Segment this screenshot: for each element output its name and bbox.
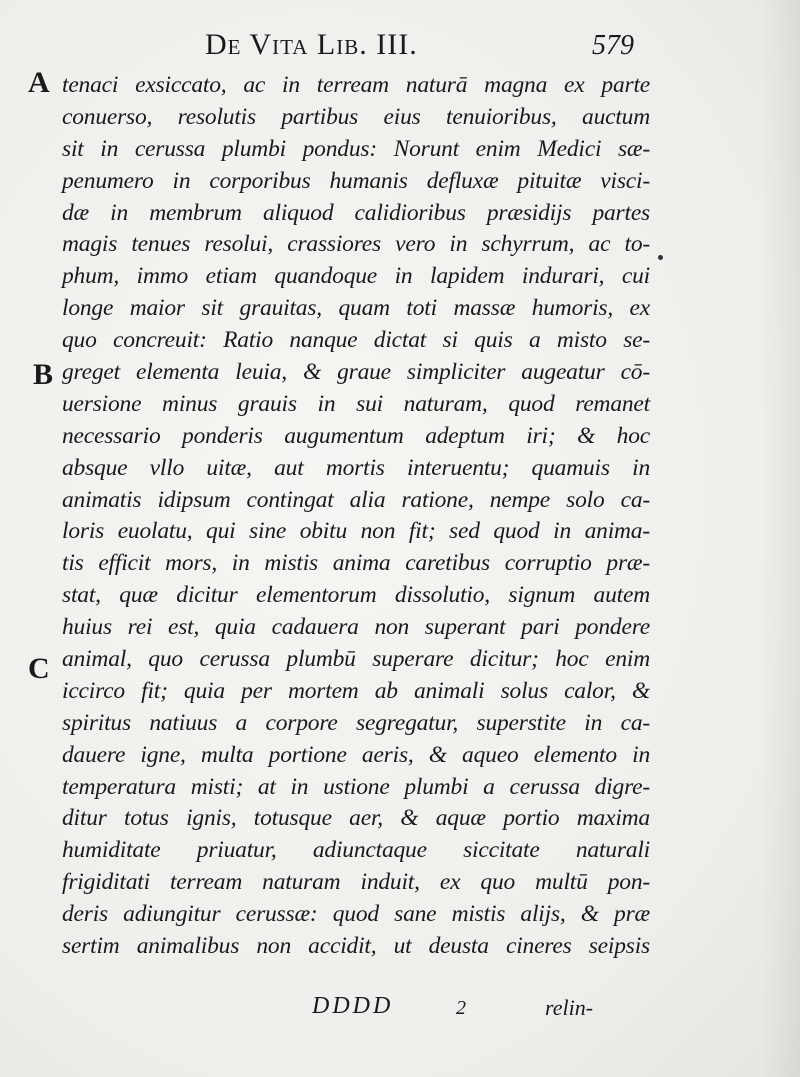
text-line: temperatura misti; at in ustione plumbi a cerussa digre- (62, 773, 650, 800)
page-edge-shadow (760, 0, 800, 1077)
text-line: animatis idipsum contingat alia ratione, nempe solo ca- (62, 486, 650, 513)
text-line: necessario ponderis augumentum adeptum iri; & hoc (62, 422, 650, 449)
text-line: phum, immo etiam quandoque in lapidem indurari, cui (62, 263, 650, 290)
text-line: quo concreuit: Ratio nanque dictat si quis a misto se- (62, 327, 650, 354)
text-line: dæ in membrum aliquod calidioribus præsidijs partes (62, 199, 650, 226)
margin-letter-a: A (28, 66, 50, 99)
text-line: sit in cerussa plumbi pondus: Norunt enim Medici sæ- (62, 135, 650, 162)
text-line: frigiditati terream naturam induit, ex quo multū pon- (62, 869, 650, 896)
text-line: tenaci exsiccato, ac in terream naturā magna ex parte (62, 72, 650, 98)
text-line: dauere igne, multa portione aeris, & aqueo elemento in (62, 741, 650, 768)
text-line: spiritus natiuus a corpore segregatur, superstite in ca- (62, 709, 650, 736)
page-footer (0, 993, 800, 1029)
text-line: stat, quæ dicitur elementorum dissolutio, signum autem (62, 582, 650, 609)
body-text (62, 70, 650, 963)
text-line: magis tenues resolui, crassiores vero in schyrrum, ac to- (62, 231, 650, 258)
signature-number: 2 (456, 997, 466, 1019)
page-number: 579 (592, 30, 634, 61)
catchword: relin- (545, 995, 594, 1020)
text-line: absque vllo uitæ, aut mortis interuentu; quamuis in (62, 454, 650, 481)
page-header (0, 28, 800, 68)
text-line: longe maior sit grauitas, quam toti massæ humoris, ex (62, 295, 650, 322)
text-line: animal, quo cerussa plumbū superare dicitur; hoc enim (62, 646, 650, 673)
text-line: sertim animalibus non accidit, ut deusta cineres seipsis (62, 933, 650, 960)
text-line: huius rei est, quia cadauera non superant pari pondere (62, 614, 650, 641)
signature-mark: DDDD (312, 993, 394, 1019)
text-line: greget elementa leuia, & graue simpliciter augeatur cō- (62, 359, 650, 386)
margin-ink-mark (658, 255, 663, 260)
text-line: ditur totus ignis, totusque aer, & aquæ portio maxima (62, 805, 650, 832)
text-line: loris euolatu, qui sine obitu non fit; sed quod in anima- (62, 518, 650, 545)
text-line: conuerso, resolutis partibus eius tenuioribus, auctum (62, 103, 650, 130)
text-line: uersione minus grauis in sui naturam, quod remanet (62, 390, 650, 417)
text-line: tis efficit mors, in mistis anima caretibus corruptio præ- (62, 550, 650, 577)
running-head: De Vita Lib. III. (205, 28, 418, 61)
text-line: humiditate priuatur, adiunctaque siccitate naturali (62, 837, 650, 864)
text-line: deris adiungitur cerussæ: quod sane mistis alijs, & præ (62, 901, 650, 928)
text-line: iccirco fit; quia per mortem ab animali solus calor, & (62, 677, 650, 704)
margin-letter-b: B (33, 358, 54, 391)
text-line: penumero in corporibus humanis defluxæ pituitæ visci- (62, 167, 650, 194)
margin-letter-c: C (28, 652, 50, 685)
